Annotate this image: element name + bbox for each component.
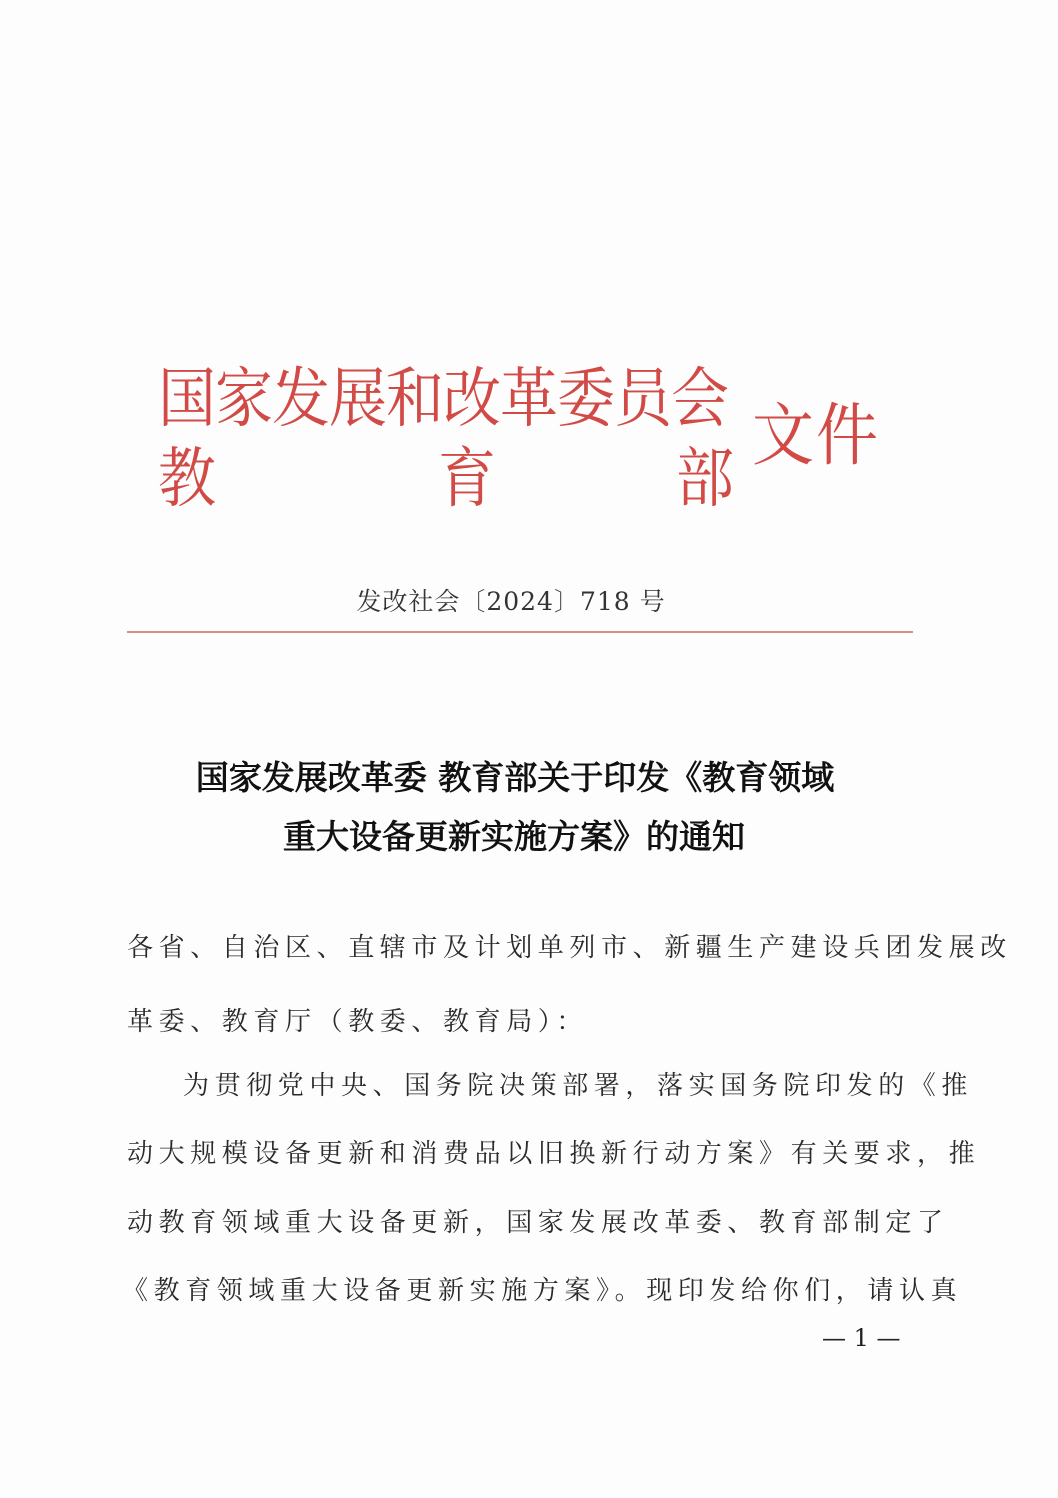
body-line-3: 为贯彻党中央、国务院决策部署，落实国务院印发的《推 — [183, 1071, 974, 1101]
issuer-name-ndrc: 国家发展和改革委员会 — [158, 360, 729, 437]
issuer-char-2: 育 — [438, 440, 497, 517]
issuer-char-1: 教 — [158, 440, 217, 517]
issuer-char-3: 部 — [676, 440, 735, 517]
letterhead-suffix: 文件 — [752, 395, 881, 476]
document-number — [0, 582, 1058, 618]
document-number-text: 发改社会〔2024〕718 号 — [356, 587, 666, 616]
title-line2-text: 重大设备更新实施方案》的通知 — [283, 817, 745, 856]
body-line-2: 革委、教育厅（教委、教育局）： — [127, 1007, 589, 1037]
document-title-line1 — [0, 752, 1058, 799]
page-number: — 1 — — [822, 1324, 901, 1352]
red-divider — [127, 631, 913, 633]
body-line-1: 各省、自治区、直辖市及计划单列市、新疆生产建设兵团发展改 — [127, 933, 1012, 963]
body-line-5: 动教育领域重大设备更新，国家发展改革委、教育部制定了 — [127, 1208, 949, 1238]
title-line1-text: 国家发展改革委 教育部关于印发《教育领域 — [195, 758, 835, 797]
body-line-4: 动大规模设备更新和消费品以旧换新行动方案》有关要求，推 — [127, 1139, 981, 1169]
document-title-line2 — [0, 811, 1058, 858]
body-line-6: 《教育领域重大设备更新实施方案》。现印发给你们，请认真 — [122, 1276, 963, 1306]
